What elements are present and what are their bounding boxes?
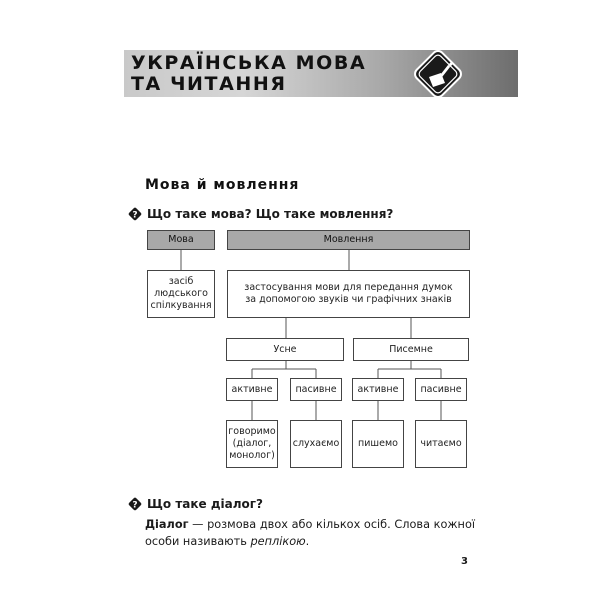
pyshemo-box: пишемо xyxy=(352,420,404,468)
question-text: Що таке мова? Що таке мовлення? xyxy=(147,207,394,221)
hovorymo-box: говоримо (діалог, монолог) xyxy=(226,420,278,468)
svg-text:?: ? xyxy=(132,500,138,511)
aktyvne-oral-box: активне xyxy=(226,378,278,401)
pasyvne-oral-box: пасивне xyxy=(290,378,342,401)
definition-term: Діалог xyxy=(145,518,189,531)
mova-header-box: Мова xyxy=(147,230,215,250)
section-title: Мова й мовлення xyxy=(145,177,300,193)
page-number: 3 xyxy=(461,556,468,567)
slukhaiemo-box: слухаємо xyxy=(290,420,342,468)
movlennia-definition-box: застосування мови для передання думок за допомогою звуків чи графічних знаків xyxy=(227,270,470,318)
subject-title-line2: ТА ЧИТАННЯ xyxy=(131,73,287,95)
definition-body: — розмова двох або кількох осіб. Слова кожної особи називають xyxy=(145,518,475,548)
aktyvne-written-box: активне xyxy=(352,378,404,401)
mova-definition-box: засіб людського спілкування xyxy=(147,270,215,318)
definition-emphasis: реплікою xyxy=(250,535,306,548)
definition-end: . xyxy=(305,535,310,548)
usne-box: Усне xyxy=(226,338,344,361)
pysmove-box: Писемне xyxy=(353,338,469,361)
dialogue-definition xyxy=(145,516,475,550)
pasyvne-written-box: пасивне xyxy=(415,378,467,401)
question-what-is-dialogue xyxy=(127,496,263,512)
question-text: Що таке діалог? xyxy=(147,497,264,511)
chytaiemo-box: читаємо xyxy=(415,420,467,468)
movlennia-header-box: Мовлення xyxy=(227,230,470,250)
subject-title-line1: УКРАЇНСЬКА МОВА xyxy=(131,52,367,74)
svg-text:?: ? xyxy=(132,210,138,221)
question-mark-icon xyxy=(127,496,143,512)
